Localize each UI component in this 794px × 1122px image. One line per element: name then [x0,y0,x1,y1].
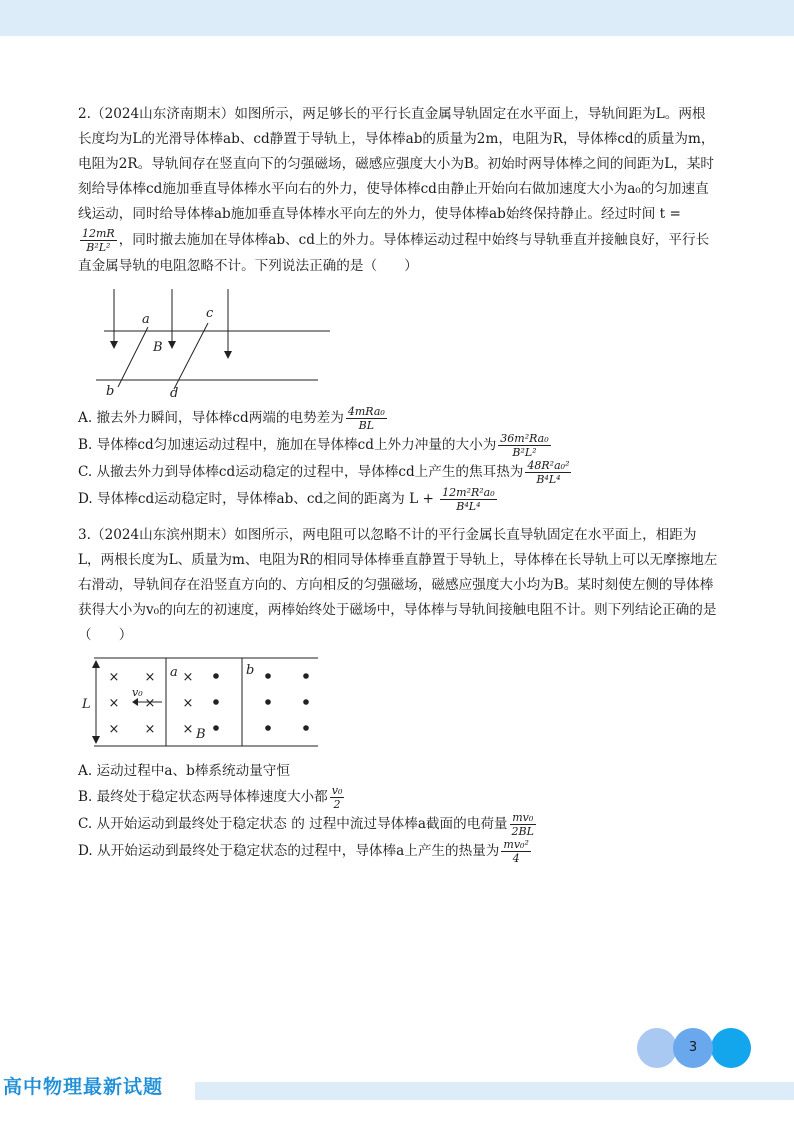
q3-option-b[interactable] [78,784,718,811]
q3-option-a[interactable] [78,758,718,784]
width-arrow-up [92,660,100,668]
label-L: L [82,697,91,712]
time-fraction-numerator: 12mR [82,227,115,240]
field-in-cross: × [182,670,194,685]
rod-ab [118,327,148,387]
q3-option-d-text: D. 从开始运动到最终处于稳定状态的过程中，导体棒a上产生的热量为 [78,843,500,859]
footer-brand: 高中物理最新试题 [3,1076,164,1098]
time-fraction-denominator: B²L² [86,241,111,254]
q3-option-b-text: B. 最终处于稳定状态两导体棒速度大小都 [78,789,328,805]
question-2-text-1: L。两根长度均为L的光滑导体棒ab、cd静置于导轨上，导体棒ab的质量为2m，电阻为R，导体棒cd的质量为m，电阻为2R。导轨间存在竖直向下的匀强磁场，磁感应强度大小为B。初始时两导体棒之间的间距为L，某时刻给导体棒cd施加垂直导体棒水平向右的外力，使导体棒cd由静止开始向右做加速度大小为a₀的匀加速直线运动，同时给导体棒ab施加垂直导体棒水平向左的外力，使导体棒ab始终保持静止。经过时间 t = [78,106,715,222]
field-out-dot [303,725,309,731]
label-a: a [170,665,178,680]
q3-option-b-numerator: v₀ [331,784,343,797]
q2-option-a[interactable] [78,405,718,432]
label-v0: v₀ [132,686,143,699]
q2-option-a-denominator: BL [358,419,375,432]
q3-option-c-fraction [510,811,536,838]
page-decoration-circle [711,1028,751,1068]
question-3-figure [78,652,338,756]
q3-option-d-denominator: 4 [512,852,520,865]
field-in-cross: × [144,696,156,711]
q2-option-c-fraction [525,459,571,486]
field-out-dot [265,699,271,705]
q2-option-b-text: B. 导体棒cd匀加速运动过程中，施加在导体棒cd上外力冲量的大小为 [78,437,497,453]
field-in-cross: × [144,670,156,685]
field-out-dot [213,673,219,679]
q2-option-a-numerator: 4mRa₀ [347,405,385,418]
rod-cd [174,323,208,389]
question-2-figure [78,283,338,403]
q3-option-c-denominator: 2BL [511,825,534,838]
label-a: a [142,312,150,327]
q2-option-b-fraction [498,432,550,459]
question-3-stem: 3.（2024山东滨州期末）如图所示，两电阻可以忽略不计的平行金属长直导轨固定在水平面上，相距为L，两根长度为L、质量为m、电阻为R的相同导体棒垂直静置于导轨上，导体棒在长导轨上可以无摩擦地左右滑动，导轨间存在沿竖直方向的、方向相反的匀强磁场，磁感应强度大小均为B。某时刻使左侧的导体棒获得大小为v₀的向左的初速度，两棒始终处于磁场中，导体棒与导轨间接触电阻不计。则下列结论正确的是（ ） [78,527,718,643]
q2-option-a-fraction [346,405,387,432]
q3-option-b-fraction [330,784,345,811]
footer-band [195,1082,794,1100]
top-header-band [0,0,794,36]
field-in-cross: × [182,696,194,711]
question-2-stem [78,102,718,279]
time-fraction [80,227,117,254]
q2-option-b[interactable] [78,432,718,459]
label-b: b [246,663,255,678]
field-in-cross: × [108,696,120,711]
page-number: 3 [688,1040,698,1055]
label-B: B [153,340,163,355]
width-arrow-down [92,736,100,744]
q3-option-c[interactable] [78,811,718,838]
q2-option-d-text: D. 导体棒cd运动稳定时，导体棒ab、cd之间的距离为 L + [78,491,439,507]
q2-option-d-fraction [440,486,497,513]
q2-option-d[interactable] [78,486,718,513]
field-arrow-3 [224,351,232,359]
q2-option-d-denominator: B⁴L⁴ [456,500,481,513]
question-2-text-2: ，同时撤去施加在导体棒ab、cd上的外力。导体棒运动过程中始终与导轨垂直并接触良好，平行长直金属导轨的电阻忽略不计。下列说法正确的是（ ） [78,232,710,274]
field-out-dot [303,699,309,705]
page-decoration-circle [637,1028,677,1068]
q3-option-d-fraction [501,838,530,865]
label-c: c [206,306,214,321]
label-B: B [196,727,206,742]
field-in-cross: × [108,722,120,737]
q2-option-c[interactable] [78,459,718,486]
field-out-dot [213,725,219,731]
field-in-cross: × [182,722,194,737]
q2-option-c-text: C. 从撤去外力到导体棒cd运动稳定的过程中，导体棒cd上产生的焦耳热为 [78,464,524,480]
q3-option-b-denominator: 2 [333,798,341,811]
field-out-dot [213,699,219,705]
q3-option-d[interactable] [78,838,718,865]
field-arrow-2 [168,341,176,349]
q2-option-c-denominator: B⁴L⁴ [536,473,561,486]
label-b: b [106,384,115,399]
q2-option-b-numerator: 36m²Ra₀ [500,432,549,445]
question-2-lead: 2.（2024山东济南期末）如图所示，两足够长的平行长直金属导轨固定在水平面上，导轨间距为 [78,106,656,122]
field-out-dot [303,673,309,679]
q3-option-c-text: C. 从开始运动到最终处于稳定状态 的 过程中流过导体棒a截面的电荷量 [78,816,508,832]
page-content [78,102,718,865]
q3-option-c-numerator: mv₀ [510,811,536,825]
field-out-dot [265,673,271,679]
field-in-cross: × [108,670,120,685]
label-d: d [170,386,179,401]
q2-option-d-numerator: 12m²R²a₀ [442,486,495,499]
q2-option-c-numerator: 48R²a₀² [527,459,570,472]
field-in-cross: × [144,722,156,737]
q3-option-a-text: A. 运动过程中a、b棒系统动量守恒 [78,763,290,779]
field-out-dot [265,725,271,731]
field-arrow-1 [110,341,118,349]
velocity-arrowhead [132,698,138,706]
q3-option-d-numerator: mv₀² [503,838,529,851]
q2-option-a-text: A. 撤去外力瞬间，导体棒cd两端的电势差为 [78,410,344,426]
q2-option-b-denominator: B²L² [512,446,537,459]
